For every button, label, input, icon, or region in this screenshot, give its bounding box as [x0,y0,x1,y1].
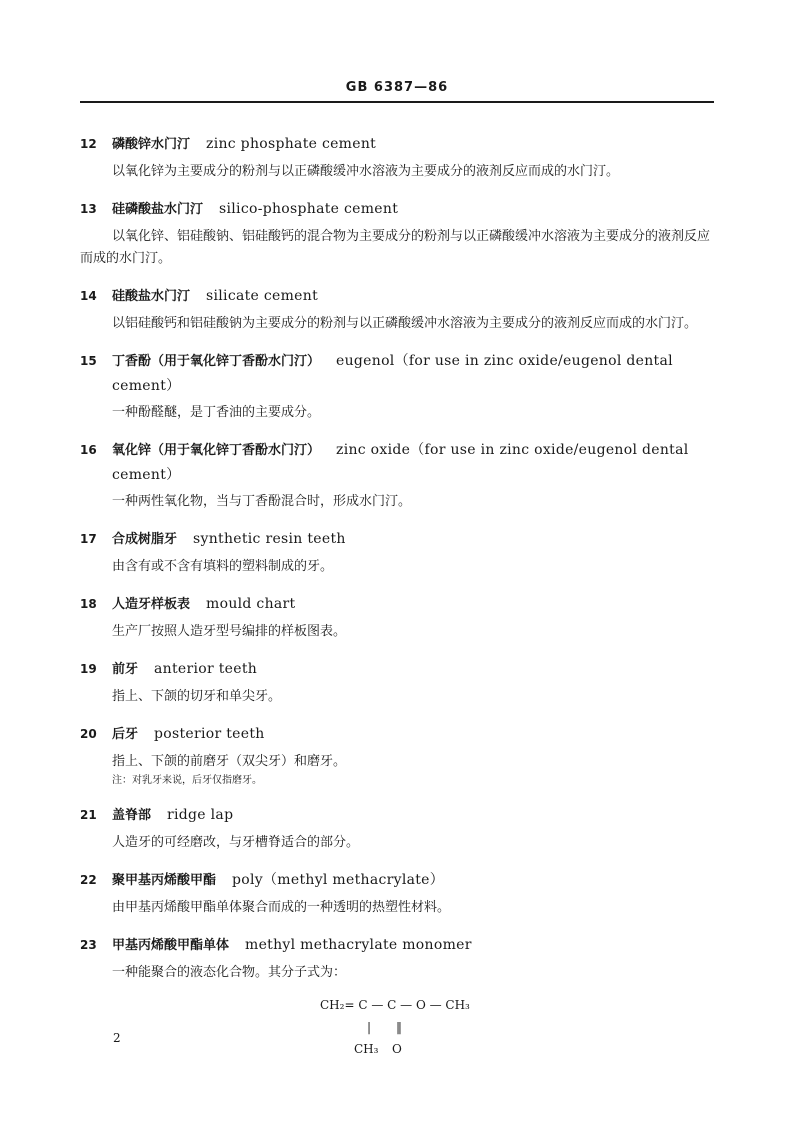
term-english: silico-phosphate cement [219,201,399,217]
term-heading [80,349,714,398]
term-definition: 一种酚醛醚，是丁香油的主要成分。 [112,405,321,420]
term-entry-22 [80,868,714,919]
document-header: GB 6387—86 [345,80,449,95]
term-chinese: 前牙 [112,662,139,677]
term-number: 22 [80,873,97,887]
term-number: 13 [80,202,97,216]
term-heading [80,592,714,617]
term-heading [80,197,714,222]
term-definition: 指上、下颌的前磨牙（双尖牙）和磨牙。 [112,754,347,769]
term-number: 23 [80,938,97,952]
term-chinese: 氧化锌（用于氧化锌丁香酚水门汀） [112,443,321,458]
term-english: zinc oxide（for use in zinc oxide/eugenol dental cement） [112,442,689,483]
term-english: mould chart [206,596,296,612]
term-english: methyl methacrylate monomer [245,937,472,953]
term-entry-20 [80,722,714,789]
term-chinese: 硅酸盐水门汀 [112,289,191,304]
formula-carbonyl-oxygen: O [392,1042,402,1056]
term-english: posterior teeth [154,726,265,742]
term-entry-14 [80,284,714,335]
term-english: ridge lap [167,807,234,823]
term-number: 16 [80,443,97,457]
term-definition: 以氧化锌、铝硅酸钠、铝硅酸钙的混合物为主要成分的粉剂与以正磷酸缓冲水溶液为主要成分的液剂反应而成的水门汀。 [80,229,711,266]
term-chinese: 人造牙样板表 [112,597,191,612]
header-rule [80,101,714,103]
term-chinese: 丁香酚（用于氧化锌丁香酚水门汀） [112,354,321,369]
term-english: zinc phosphate cement [206,136,377,152]
formula-main-chain: CH₂= C — C — O — CH₃ [320,998,470,1012]
term-note: 注：对乳牙来说，后牙仅指磨牙。 [112,775,262,786]
term-chinese: 聚甲基丙烯酸甲酯 [112,873,217,888]
molecular-formula [80,998,714,1070]
term-definition: 一种两性氧化物，当与丁香酚混合时，形成水门汀。 [112,494,412,509]
term-heading [80,527,714,552]
term-english: poly（methyl methacrylate） [232,872,445,888]
term-heading [80,868,714,893]
formula-methyl-group: CH₃ [354,1042,379,1056]
term-number: 21 [80,808,97,822]
term-definition: 以铝硅酸钙和铝硅酸钠为主要成分的粉剂与以正磷酸缓冲水溶液为主要成分的液剂反应而成的水门汀。 [112,316,698,331]
term-entry-19 [80,657,714,708]
term-definition: 指上、下颌的切牙和单尖牙。 [112,689,282,704]
term-definition: 由甲基丙烯酸甲酯单体聚合而成的一种透明的热塑性材料。 [112,900,451,915]
term-entry-17 [80,527,714,578]
term-entry-13 [80,197,714,270]
term-entry-12 [80,132,714,183]
term-entry-16 [80,438,714,513]
term-english: anterior teeth [154,661,258,677]
term-entry-18 [80,592,714,643]
formula-double-bond: ‖ [396,1020,402,1034]
page-number: 2 [113,1031,121,1045]
term-number: 20 [80,727,97,741]
term-english: silicate cement [206,288,319,304]
term-heading [80,284,714,309]
term-chinese: 盖脊部 [112,808,152,823]
term-heading [80,132,714,157]
term-number: 14 [80,289,97,303]
term-chinese: 后牙 [112,727,139,742]
term-english: eugenol（for use in zinc oxide/eugenol dental cement） [112,353,673,394]
term-english: synthetic resin teeth [193,531,346,547]
term-entry-23 [80,933,714,984]
term-definition: 生产厂按照人造牙型号编排的样板图表。 [112,624,347,639]
terms-list [80,132,714,1070]
term-heading [80,722,714,747]
term-heading [80,657,714,682]
term-number: 17 [80,532,97,546]
term-chinese: 合成树脂牙 [112,532,178,547]
term-definition: 一种能聚合的液态化合物。其分子式为： [112,965,347,980]
term-definition: 以氧化锌为主要成分的粉剂与以正磷酸缓冲水溶液为主要成分的液剂反应而成的水门汀。 [112,164,620,179]
term-chinese: 硅磷酸盐水门汀 [112,202,204,217]
term-heading [80,438,714,487]
term-number: 12 [80,137,97,151]
term-entry-21 [80,803,714,854]
term-heading [80,933,714,958]
term-definition: 由含有或不含有填料的塑料制成的牙。 [112,559,334,574]
term-number: 19 [80,662,97,676]
term-chinese: 甲基丙烯酸甲酯单体 [112,938,230,953]
term-chinese: 磷酸锌水门汀 [112,137,191,152]
term-entry-15 [80,349,714,424]
formula-single-bond: | [367,1020,372,1034]
term-definition: 人造牙的可经磨改，与牙槽脊适合的部分。 [112,835,360,850]
term-number: 15 [80,354,97,368]
term-heading [80,803,714,828]
term-number: 18 [80,597,97,611]
